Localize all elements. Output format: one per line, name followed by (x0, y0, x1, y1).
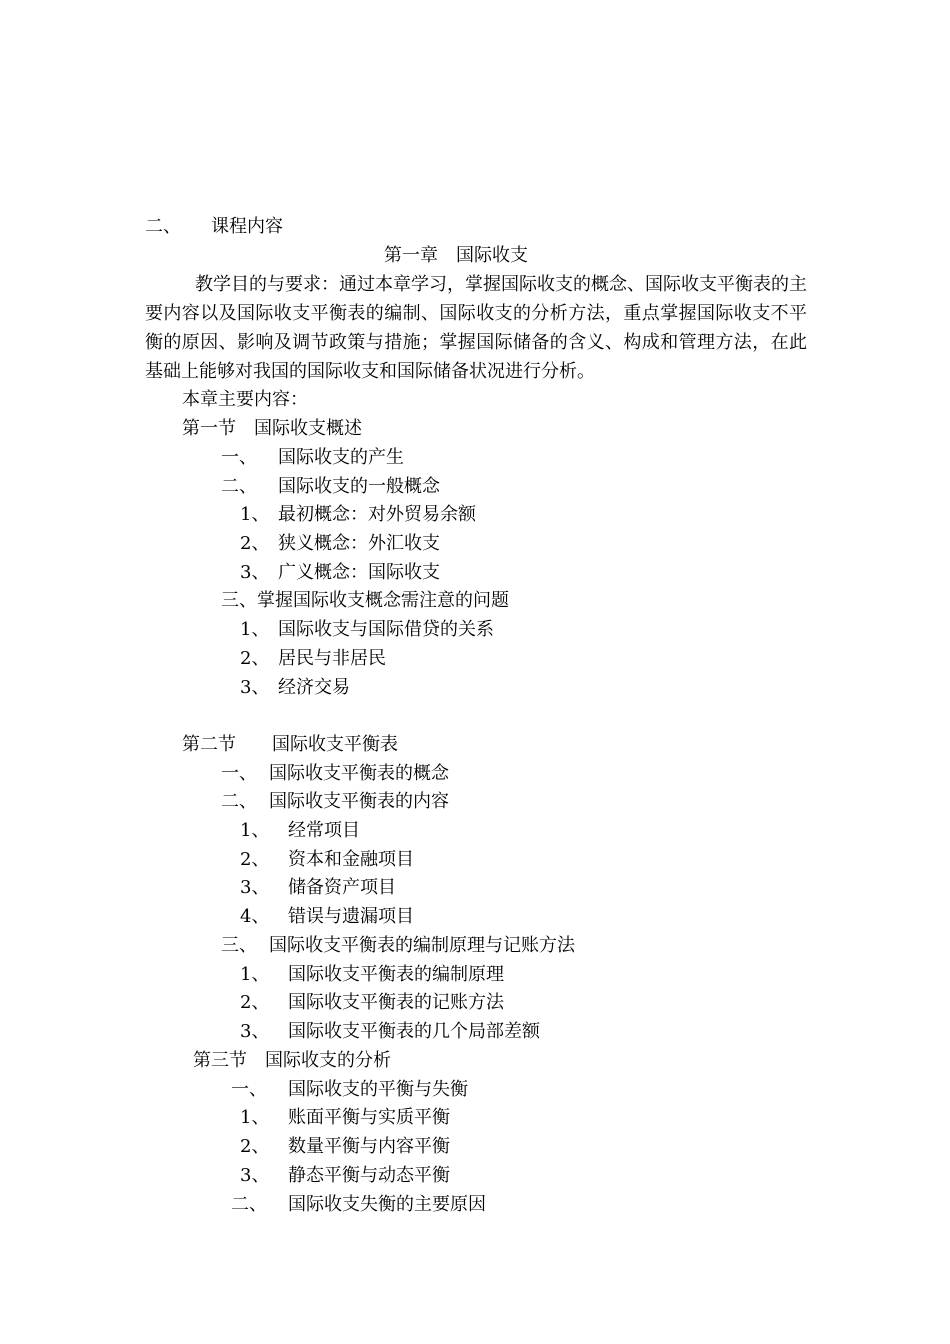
outline-subitem-marker: 2、 (240, 992, 270, 1013)
outline-item (221, 586, 509, 615)
outline-item-marker: 二、 (231, 1194, 267, 1215)
outline-subitem-text: 国际收支平衡表的编制原理 (288, 964, 504, 985)
section-heading-text: 课程内容 (211, 216, 283, 237)
outline-item (231, 1075, 468, 1104)
outline-item-text: 国际收支失衡的主要原因 (288, 1194, 486, 1215)
outline-item-marker: 二、 (221, 791, 257, 812)
outline-subitem-marker: 1、 (240, 964, 270, 985)
outline-item-marker: 二、 (221, 476, 257, 497)
outline-subitem-marker: 1、 (240, 820, 270, 841)
outline-subitem-text: 国际收支平衡表的记账方法 (288, 992, 504, 1013)
outline-subitem-text: 经常项目 (288, 820, 360, 841)
outline-subitem-marker: 2、 (240, 849, 270, 870)
outline-subitem (240, 816, 360, 845)
outline-item-text: 国际收支的平衡与失衡 (288, 1079, 468, 1100)
outline-item-text: 掌握国际收支概念需注意的问题 (257, 590, 509, 611)
outline-item (221, 759, 449, 788)
outline-item (231, 1190, 486, 1219)
outline-item-text: 国际收支平衡表的编制原理与记账方法 (269, 935, 575, 956)
outline-subitem-marker: 3、 (240, 1165, 270, 1186)
outline-subitem-marker: 4、 (240, 906, 270, 927)
outline-item-marker: 一、 (221, 763, 257, 784)
outline-subitem-text: 错误与遗漏项目 (288, 906, 414, 927)
outline-subitem (240, 960, 504, 989)
outline-subitem (240, 615, 494, 644)
section-title: 第一节 国际收支概述 (182, 418, 362, 439)
outline-subitem-marker: 2、 (240, 648, 270, 669)
outline-item-marker: 一、 (231, 1079, 267, 1100)
outline-subitem-marker: 3、 (240, 877, 270, 898)
outline-subitem-text: 狭义概念：外汇收支 (278, 533, 440, 554)
outline-subitem-text: 广义概念：国际收支 (278, 562, 440, 583)
outline-subitem-text: 最初概念：对外贸易余额 (278, 504, 476, 525)
outline-item-marker: 一、 (221, 447, 257, 468)
outline-subitem-text: 居民与非居民 (278, 648, 386, 669)
outline-subitem (240, 500, 476, 529)
outline-item-text: 国际收支的产生 (278, 447, 404, 468)
outline-subitem (240, 873, 396, 902)
section-title: 第三节 国际收支的分析 (193, 1050, 391, 1071)
outline-subitem-marker: 3、 (240, 1021, 270, 1042)
outline-subitem-text: 账面平衡与实质平衡 (288, 1107, 450, 1128)
chapter-title: 第一章 国际收支 (384, 245, 528, 266)
outline-subitem-text: 国际收支与国际借贷的关系 (278, 619, 494, 640)
outline-subitem-marker: 1、 (240, 619, 270, 640)
outline-subitem (240, 845, 414, 874)
outline-item-marker: 三、 (221, 590, 257, 611)
objectives-paragraph: 教学目的与要求：通过本章学习，掌握国际收支的概念、国际收支平衡表的主要内容以及国际收支平衡表的编制、国际收支的分析方法，重点掌握国际收支不平衡的原因、影响及调节政策与措施；掌握国际储备的含义、构成和管理方法，在此基础上能够对我国的国际收支和国际储备状况进行分析。 (145, 274, 807, 382)
outline-subitem-marker: 1、 (240, 1107, 270, 1128)
outline-subitem (240, 1017, 540, 1046)
section-heading (145, 212, 283, 241)
outline-subitem (240, 644, 386, 673)
outline-item (221, 472, 440, 501)
outline-subitem (240, 529, 440, 558)
outline-subitem (240, 558, 440, 587)
outline-subitem-text: 国际收支平衡表的几个局部差额 (288, 1021, 540, 1042)
outline-item (221, 443, 404, 472)
outline-subitem-marker: 3、 (240, 562, 270, 583)
main-content-label: 本章主要内容： (182, 389, 308, 410)
outline-subitem-marker: 3、 (240, 677, 270, 698)
outline-subitem (240, 1161, 450, 1190)
outline-subitem (240, 902, 414, 931)
outline-subitem-marker: 2、 (240, 533, 270, 554)
outline-item-text: 国际收支平衡表的内容 (269, 791, 449, 812)
outline-subitem-text: 资本和金融项目 (288, 849, 414, 870)
section-title: 第二节 国际收支平衡表 (182, 734, 398, 755)
outline-subitem-marker: 2、 (240, 1136, 270, 1157)
outline-subitem (240, 988, 504, 1017)
outline-item-text: 国际收支的一般概念 (278, 476, 440, 497)
outline-subitem (240, 673, 350, 702)
outline-item (221, 931, 575, 960)
outline-subitem-text: 经济交易 (278, 677, 350, 698)
outline-subitem-text: 静态平衡与动态平衡 (288, 1165, 450, 1186)
outline-item-marker: 三、 (221, 935, 257, 956)
outline-subitem-marker: 1、 (240, 504, 270, 525)
outline-subitem (240, 1132, 450, 1161)
outline-item-text: 国际收支平衡表的概念 (269, 763, 449, 784)
outline-item (221, 787, 449, 816)
outline-subitem (240, 1103, 450, 1132)
outline-subitem-text: 储备资产项目 (288, 877, 396, 898)
section-heading-marker: 二、 (145, 216, 181, 237)
outline-subitem-text: 数量平衡与内容平衡 (288, 1136, 450, 1157)
